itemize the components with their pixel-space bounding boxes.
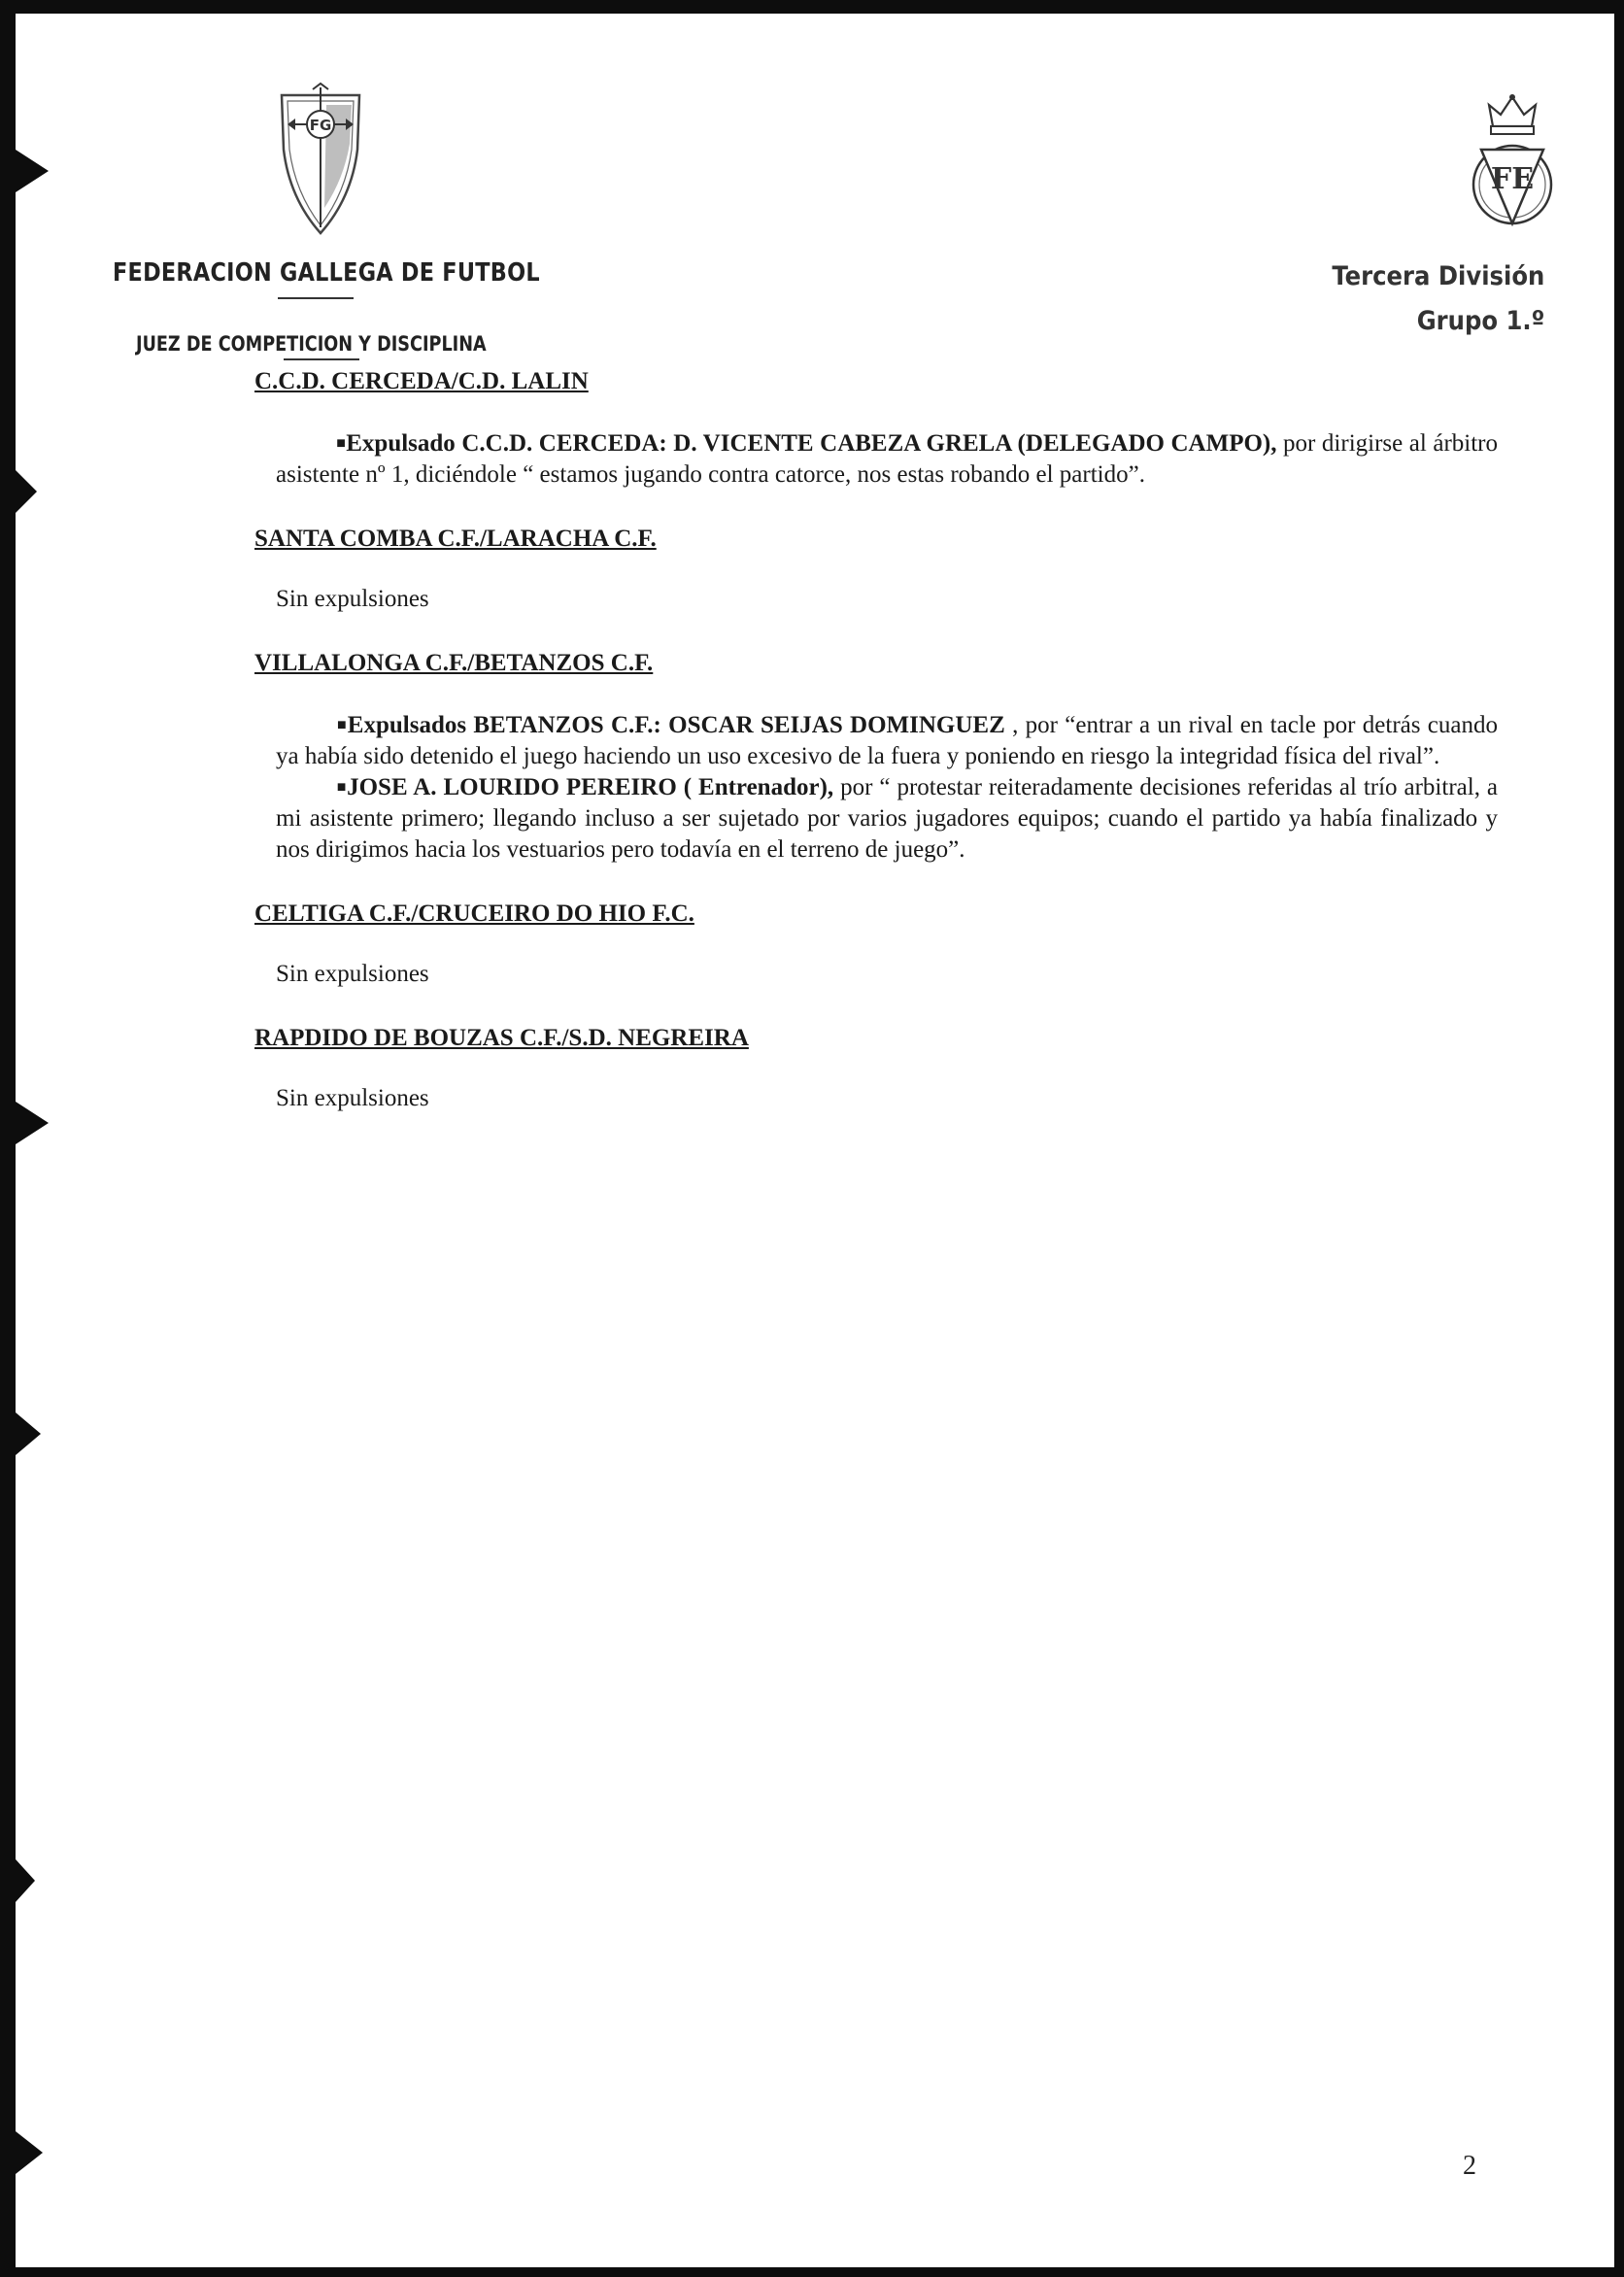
no-expulsions-text: Sin expulsiones [276,1085,429,1111]
no-expulsions-text: Sin expulsiones [276,961,429,987]
bullet-icon: ■ [336,717,348,733]
scan-edge-notch [16,150,49,192]
match-section [254,1022,1498,1114]
scan-edge-notch [16,1102,49,1144]
match-title: RAPDIDO DE BOUZAS C.F./S.D. NEGREIRA [254,1025,749,1051]
scan-edge-notch [16,2131,43,2174]
expulsion-entry: ■Expulsado C.C.D. CERCEDA: D. VICENTE CABEZA GRELA (DELEGADO CAMPO), por dirigirse al árbitro asistente nº 1, diciéndole “ estamos jugando contra catorce, nos estas robando el partido”. [276,430,1498,488]
match-section [254,898,1498,990]
expulsion-entry: ■JOSE A. LOURIDO PEREIRO ( Entrenador), por “ protestar reiteradamente decisiones referidas al trío arbitral, a mi asistente primero; llegando incluso a ser sujetado por varios jugadores equipos; cuando el partido ya había finalizado y nos dirigimos hacia los vestuarios pero todavía en el terreno de juego”. [276,774,1499,863]
bullet-icon: ■ [336,779,348,796]
match-section [254,365,1498,491]
bullet-icon: ■ [336,435,347,452]
svg-text:FG: FG [309,117,332,134]
galician-federation-shield-icon [274,82,367,237]
scan-edge-notch [16,1859,35,1902]
expulsion-entry: ■Expulsados BETANZOS C.F.: OSCAR SEIJAS DOMINGUEZ , por “entrar a un rival en tacle por detrás cuando ya había sido detenido el juego haciendo un uso excesivo de la fuera y poniendo en riesgo la integridad física del rival”. [276,712,1498,769]
header-divider [278,297,354,299]
disciplinary-report [254,365,1498,1114]
division-label [1332,255,1544,344]
organization-name: FEDERACION GALLEGA DE FUTBOL [113,258,540,288]
match-title: VILLALONGA C.F./BETANZOS C.F. [254,650,654,676]
page-number: 2 [1463,2151,1476,2181]
scan-edge-notch [16,470,37,513]
header-divider [284,358,359,360]
svg-text:FE: FE [1490,162,1535,196]
division-name: Tercera División [1331,261,1544,291]
match-section [254,523,1498,615]
document-page [16,14,1614,2267]
match-section [254,647,1498,866]
division-group: Grupo 1.º [1416,306,1544,336]
no-expulsions-text: Sin expulsiones [276,586,429,612]
match-title: SANTA COMBA C.F./LARACHA C.F. [254,526,657,552]
organization-subtitle: JUEZ DE COMPETICION Y DISCIPLINA [136,332,487,356]
spanish-federation-crown-crest-icon [1468,87,1557,233]
match-title: CELTIGA C.F./CRUCEIRO DO HIO F.C. [254,901,694,927]
scan-edge-notch [16,1412,41,1455]
match-title: C.C.D. CERCEDA/C.D. LALIN [254,368,589,394]
